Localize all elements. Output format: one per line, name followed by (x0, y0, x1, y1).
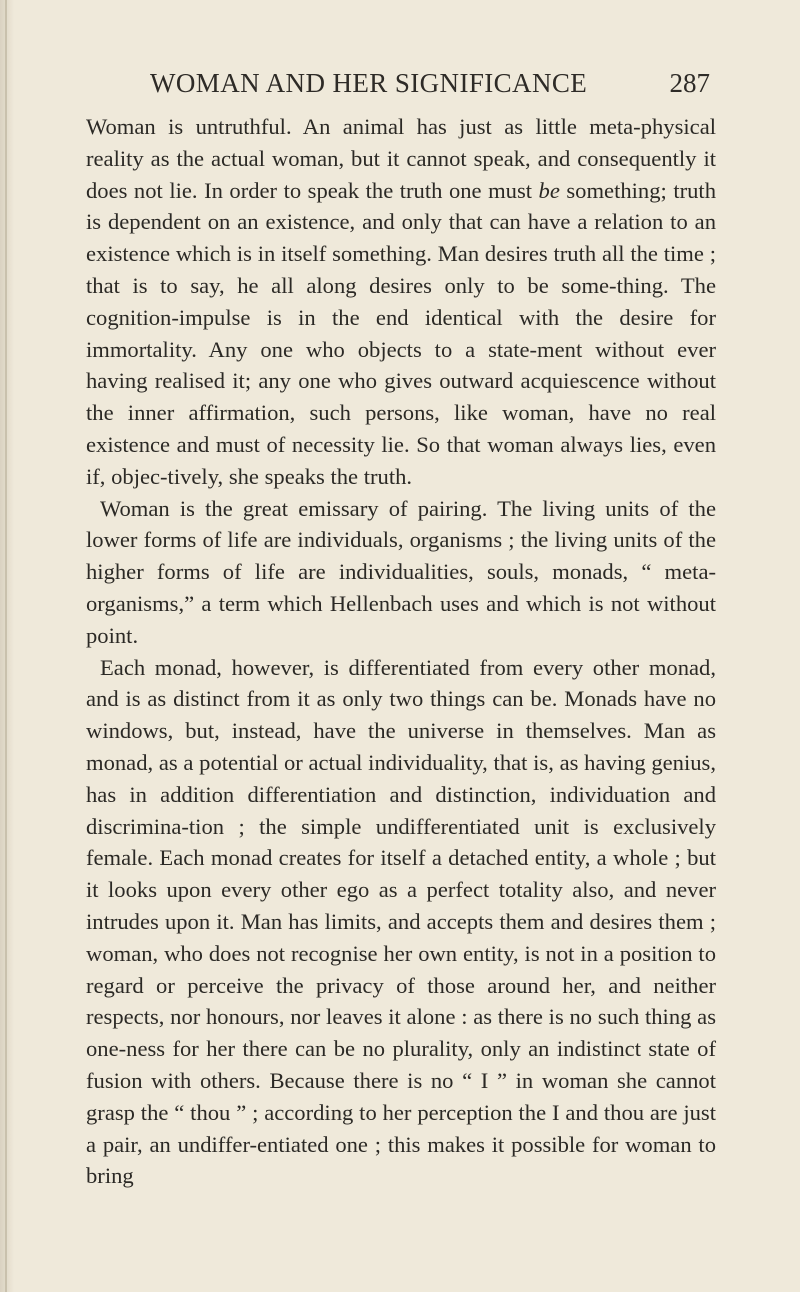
running-head-title: WOMAN AND HER SIGNIFICANCE (150, 68, 588, 98)
paragraph-1-italic-be: be (538, 177, 560, 203)
page-gutter (0, 0, 14, 1292)
paragraph-3: Each monad, however, is differentiated from every other monad, and is as distinct from it as only two things can be. Monads have no windows, but, instead, have the universe in themselves. Man as monad, as a potential or actual individuality, that is, as having genius, has in addition differentiation and distinction, individuation and discrimina-tion ; the simple undifferentiated unit is exclusively female. Each monad creates for itself a detached entity, a whole ; but it looks upon every other ego as a perfect totality also, and never intrudes upon it. Man has limits, and accepts them and desires them ; woman, who does not recognise her own entity, is not in a position to regard or perceive the privacy of those around her, and neither respects, nor honours, nor leaves it alone : as there is no such thing as one-ness for her there can be no plurality, only an indistinct state of fusion with others. Because there is no “ I ” in woman she cannot grasp the “ thou ” ; according to her perception the I and thou are just a pair, an undiffer-entiated one ; this makes it possible for woman to bring (86, 654, 716, 1189)
book-page (86, 68, 716, 1192)
paragraph-1 (86, 111, 716, 493)
paragraph-2: Woman is the great emissary of pairing. The living units of the lower forms of life are individuals, organisms ; the living units of the higher forms of life are individualities, souls, monads, “ meta-organisms,” a term which Hellenbach uses and which is not without point. (86, 495, 716, 648)
paragraph-1-part-1: Woman is untruthful. An animal has just as little meta-physical reality as the actual woman, but it cannot speak, and consequently it does not lie. In order to speak the truth one must (86, 114, 716, 203)
running-head (86, 68, 716, 108)
paragraph-1-part-2: something; truth is dependent on an existence, and only that can have a relation to an existence which is in itself something. Man desires truth all the time ; that is to say, he all along desires only to be some-thing. The cognition-impulse is in the end identical with the desire for immortality. Any one who objects to a state-ment without ever having realised it; any one who gives outward acquiescence without the inner affirmation, such persons, like woman, have no real existence and must of necessity lie. So that woman always lies, even if, objec-tively, she speaks the truth. (86, 177, 716, 489)
binding-edge (5, 0, 7, 1292)
page-number: 287 (669, 68, 710, 98)
body-text (86, 111, 716, 1192)
